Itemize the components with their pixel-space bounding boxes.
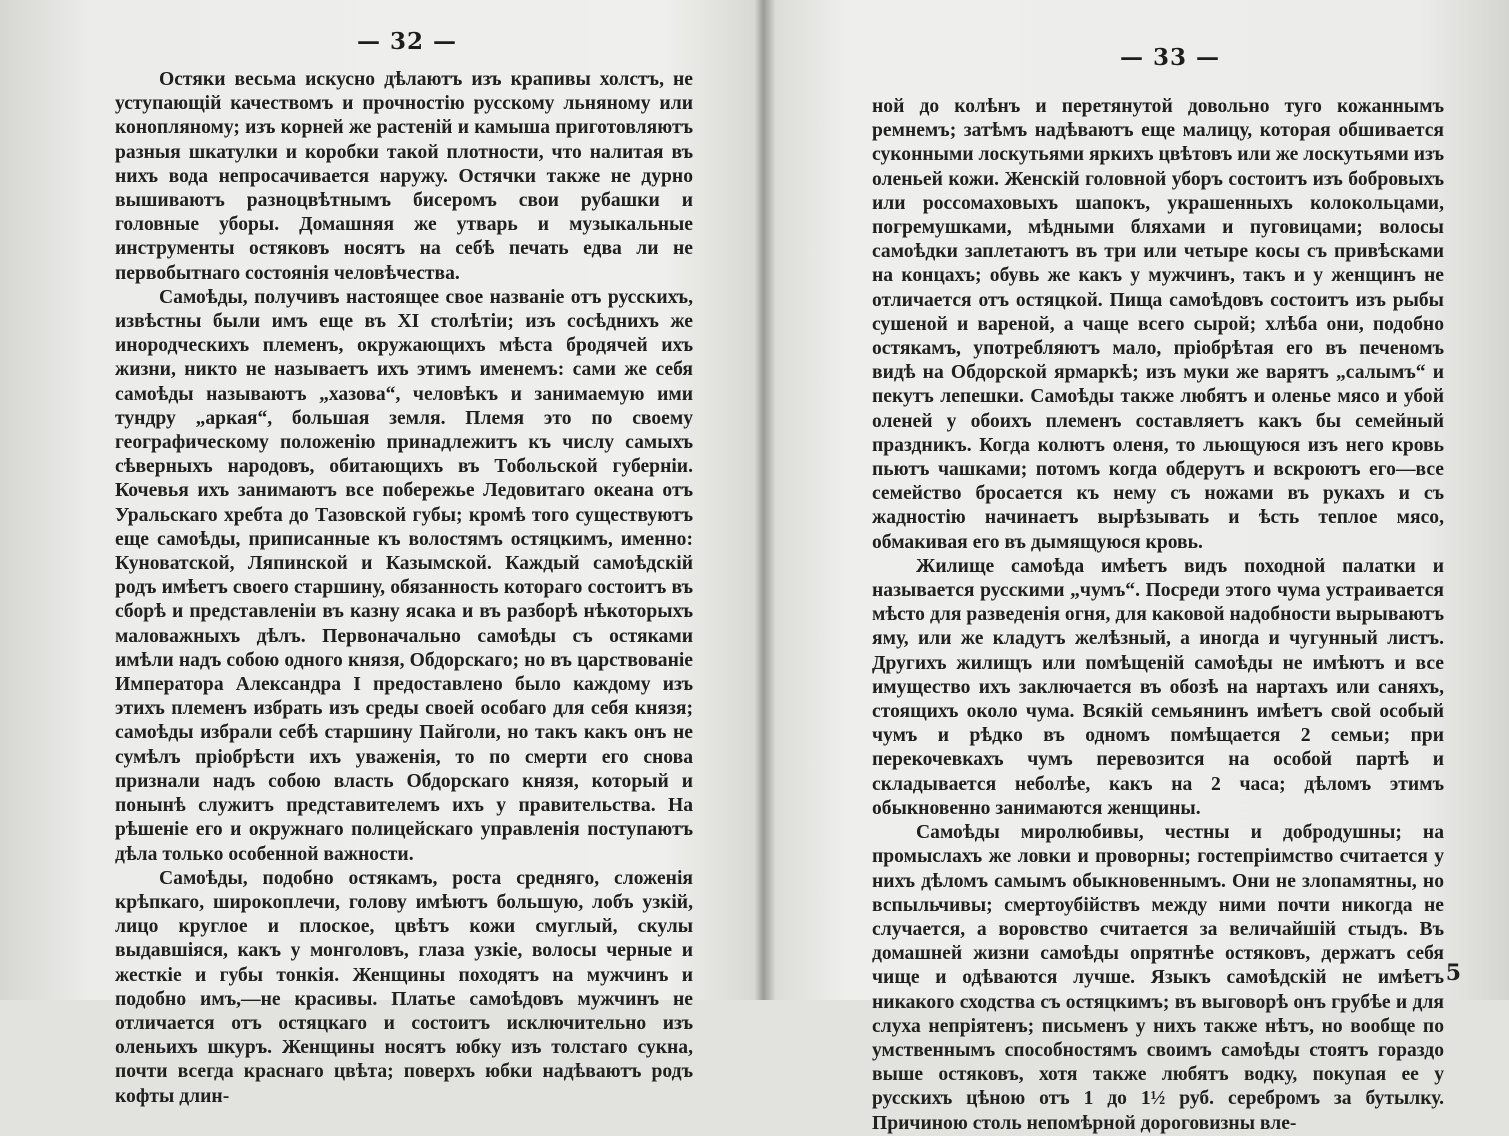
page-number-right: — 33 — [1120, 44, 1221, 71]
signature-mark: 5 [1445, 960, 1461, 986]
paragraph: Самоѣды миролюбивы, честны и добродушны; на промыслахъ же ловки и проворны; гостепріимство считается у нихъ дѣломъ самымъ обыкновеннымъ. Они не злопамятны, но вспыльчивы; смертоубійствъ между ними почти никогда не случается, а воровство считается за величайшій стыдъ. Въ домашней жизни самоѣды опрятнѣе остяковъ, держатъ себя чище и одѣваются лучше. Языкъ самоѣдскій не имѣетъ никакого сходства съ остяцкимъ; въ выговорѣ онъ грубѣе и для слуха непріятенъ; письменъ у нихъ также нѣтъ, но вообще по умственнымъ способностямъ своимъ самоѣды стоятъ гораздо выше остяковъ, хотя также любятъ водку, покупая ее у русскихъ цѣною отъ 1 до 1½ руб. серебромъ за бутылку. Причиною столь непомѣрной дороговизны вле- [872, 822, 1444, 1134]
paragraph: Жилище самоѣда имѣетъ видъ походной палатки и называется русскими „чумъ“. Посреди этого чума устраивается мѣсто для разведенія огня, для каковой надобности вырываютъ яму, или же кладутъ желѣзный, а иногда и чугунный листъ. Другихъ жилищъ или помѣщеній самоѣды не имѣютъ и все имущество ихъ заключается въ обозѣ на нартахъ или саняхъ, стоящихъ около чума. Всякій семьянинъ имѣетъ свой особый чумъ и рѣдко въ одномъ помѣщается 2 семьи; при перекочевкахъ чумъ перевозится на особой партѣ и складывается неболѣе, какъ на 2 часа; дѣломъ этимъ обыкновенно занимаются женщины. [872, 555, 1444, 819]
right-page-body [872, 95, 1444, 1136]
paragraph: Самоѣды, подобно остякамъ, роста средняго, сложенія крѣпкаго, широкоплечи, голову имѣютъ большую, лобъ узкій, лицо круглое и плоское, цвѣтъ кожи смуглый, скулы выдавшіяся, какъ у монголовъ, глаза узкіе, волосы черные и жесткіе и губы тонкія. Женщины походятъ на мужчинъ и подобно имъ,—не красивы. Платье самоѣдовъ мужчинъ не отличается отъ остяцкаго и состоитъ исключительно изъ оленьихъ шкуръ. Женщины носятъ юбку изъ толстаго сукна, почти всегда краснаго цвѣта; поверхъ юбки надѣваютъ родъ кофты длин- [115, 867, 693, 1107]
right-page [760, 0, 1509, 1134]
left-page [0, 0, 752, 1107]
paragraph: Самоѣды, получивъ настоящее свое названіе отъ русскихъ, извѣстны были имъ еще въ XI столѣтіи; изъ сосѣднихъ же инородческихъ племенъ, окружающихъ мѣста бродячей ихъ жизни, никто не называетъ ихъ этимъ именемъ: сами же себя самоѣды называютъ „хазова“, человѣкъ и занимаемую ими тундру „аркая“, большая земля. Племя это по своему географическому положенію принадлежитъ къ числу самыхъ сѣверныхъ народовъ, обитающихъ въ Тобольской губерніи. Кочевья ихъ занимаютъ все побережье Ледовитаго океана отъ Уральскаго хребта до Тазовской губы; кромѣ того существуютъ еще самоѣды, приписанные къ волостямъ остяцкимъ, именно: Куноватской, Ляпинской и Казымской. Каждый самоѣдскій родъ имѣетъ своего старшину, обязанность котораго состоитъ въ сборѣ и представленіи въ казну ясака и въ разборѣ нѣкоторыхъ маловажныхъ дѣлъ. Первоначально самоѣды съ остяками имѣли надъ собою одного князя, Обдорскаго; но въ царствованіе Императора Александра I предоставлено было каждому изъ этихъ племенъ избрать изъ среды своей особаго для себя князя; самоѣды избрали себѣ старшину Пайголи, но такъ какъ онъ не сумѣлъ пріобрѣсти ихъ уваженія, то по смерти его снова признали надъ собою власть Обдорскаго князя, который и понынѣ служитъ представителемъ ихъ у правительства. На рѣшеніе его и окружнаго полицейскаго управленія поступаютъ дѣла только особенной важности. [115, 286, 693, 865]
paragraph: ной до колѣнъ и перетянутой довольно туго кожаннымъ ремнемъ; затѣмъ надѣваютъ еще малицу, которая обшивается суконными лоскутьями яркихъ цвѣтовъ или же лоскутьями изъ оленьей кожи. Женскій головной уборъ состоитъ изъ бобровыхъ или россомаховыхъ шапокъ, украшенныхъ колокольцами, погремушками, мѣдными бляхами и пуговицами; волосы самоѣдки заплетаютъ въ три или четыре косы съ привѣсками на концахъ; обувь же какъ у мужчинъ, такъ и у женщинъ не отличается отъ остяцкой. Пища самоѣдовъ состоитъ изъ рыбы сушеной и вареной, а чаще всего сырой; хлѣба они, подобно остякамъ, употребляютъ мало, пріобрѣтая его въ печеномъ видѣ на Обдорской ярмаркѣ; изъ муки же варятъ „салымъ“ и пекутъ лепешки. Самоѣды также любятъ и оленье мясо и убой оленей у обоихъ племенъ составляетъ какъ бы семейный праздникъ. Когда колютъ оленя, то льющуюся изъ него кровь пьютъ чашками; потомъ когда обдерутъ и вскроютъ его—все семейство бросается къ нему съ ножами въ рукахъ и съ жадностію начинаетъ вырѣзывать и ѣсть теплое мясо, обмакивая его въ дымящуюся кровь. [872, 96, 1444, 553]
paragraph: Остяки весьма искусно дѣлаютъ изъ крапивы холстъ, не уступающій качествомъ и прочностію русскому льняному или конопляному; изъ корней же растеній и камыша приготовляютъ разныя шкатулки и коробки такой плотности, что налитая въ нихъ вода непросачивается наружу. Остячки также не дурно вышиваютъ разноцвѣтнымъ бисеромъ свои рубашки и головные уборы. Домашняя же утварь и музыкальные инструменты остяковъ носятъ на себѣ печать едва ли не первобытнаго состоянія человѣчества. [115, 69, 693, 284]
page-number-left: — 32 — [357, 28, 458, 55]
left-page-body [115, 68, 693, 1109]
